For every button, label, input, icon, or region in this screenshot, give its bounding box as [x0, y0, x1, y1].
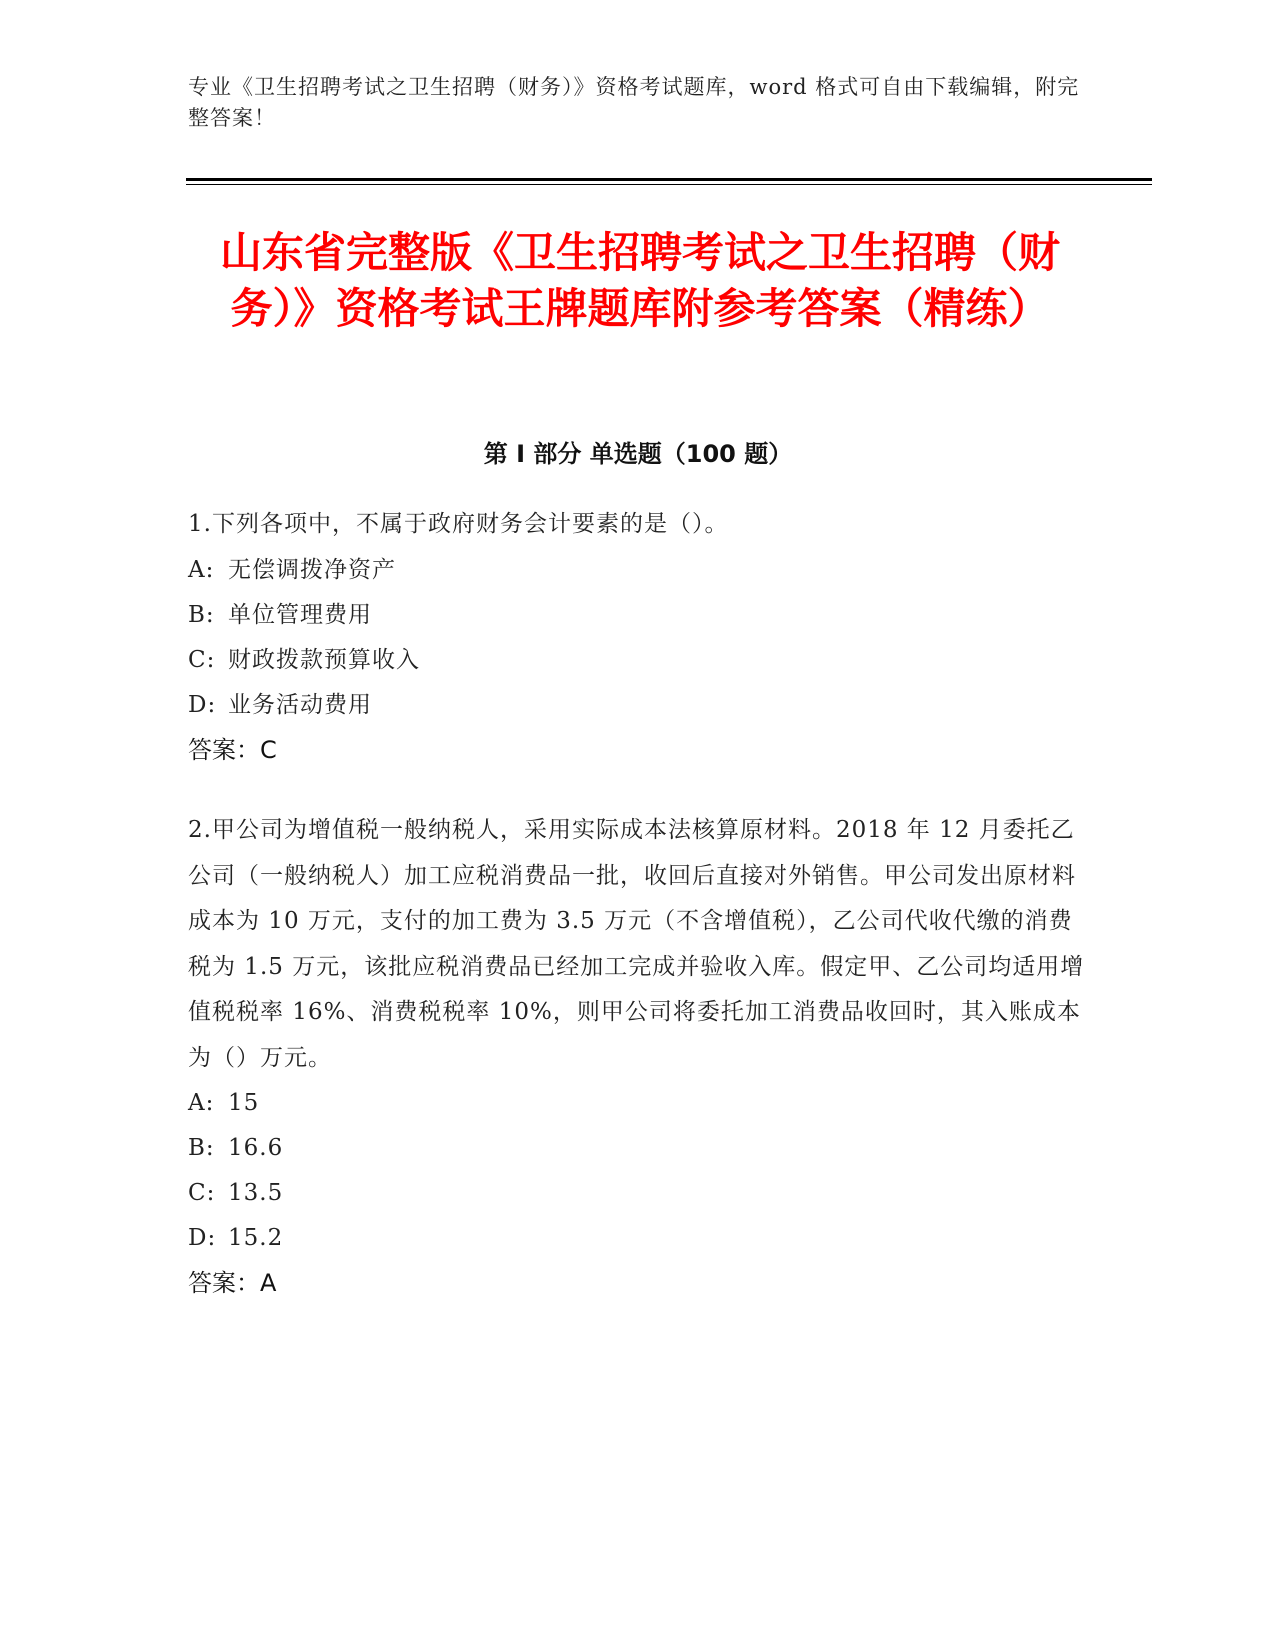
- option-letter: C:: [188, 646, 216, 673]
- option-a: [188, 548, 1088, 593]
- answer: 答案：C: [188, 735, 277, 764]
- header-rule-thick: [186, 178, 1152, 181]
- option-text: 16.6: [228, 1135, 284, 1161]
- option-letter: C:: [188, 1180, 216, 1206]
- option-c: [188, 1171, 1088, 1216]
- option-a: [188, 1081, 1088, 1126]
- question-1: [188, 502, 1088, 773]
- section-title: 第 I 部分 单选题（100 题）: [483, 440, 793, 468]
- option-c: [188, 638, 1088, 683]
- option-text: 无偿调拨净资产: [228, 556, 396, 583]
- option-letter: B:: [188, 1135, 215, 1161]
- option-b: [188, 1126, 1088, 1171]
- option-text: 财政拨款预算收入: [228, 646, 420, 673]
- option-letter: A:: [188, 1090, 215, 1116]
- header-note: 专业《卫生招聘考试之卫生招聘（财务）》资格考试题库，word 格式可自由下载编辑，附完整答案！: [188, 75, 1080, 130]
- option-text: 15: [228, 1090, 260, 1116]
- option-letter: B:: [188, 601, 215, 628]
- option-letter: A:: [188, 556, 215, 583]
- document-title: 山东省完整版《卫生招聘考试之卫生招聘（财务）》资格考试王牌题库附参考答案（精练）: [219, 228, 1060, 333]
- option-letter: D:: [188, 691, 217, 718]
- option-d: [188, 683, 1088, 728]
- option-d: [188, 1216, 1088, 1261]
- question-stem: 2.甲公司为增值税一般纳税人，采用实际成本法核算原材料。2018 年 12 月委托乙公司（一般纳税人）加工应税消费品一批，收回后直接对外销售。甲公司发出原材料成本为 10 万元，支付的加工费为 3.5 万元（不含增值税），乙公司代收代缴的消费税为 1.5 万元，该批应税消费品已经加工完成并验收入库。假定甲、乙公司均适用增值税税率 16%、消费税税率 10%，则甲公司将委托加工消费品收回时，其入账成本为（）万元。: [188, 817, 1085, 1071]
- question-stem: 1.下列各项中，不属于政府财务会计要素的是（）。: [188, 511, 729, 537]
- option-text: 业务活动费用: [228, 691, 372, 718]
- option-text: 13.5: [228, 1180, 284, 1206]
- option-text: 单位管理费用: [228, 601, 372, 628]
- option-letter: D:: [188, 1225, 217, 1251]
- option-text: 15.2: [228, 1225, 284, 1251]
- header-rule-thin: [186, 184, 1152, 185]
- option-b: [188, 593, 1088, 638]
- question-2: [188, 808, 1088, 1306]
- answer: 答案：A: [188, 1269, 277, 1297]
